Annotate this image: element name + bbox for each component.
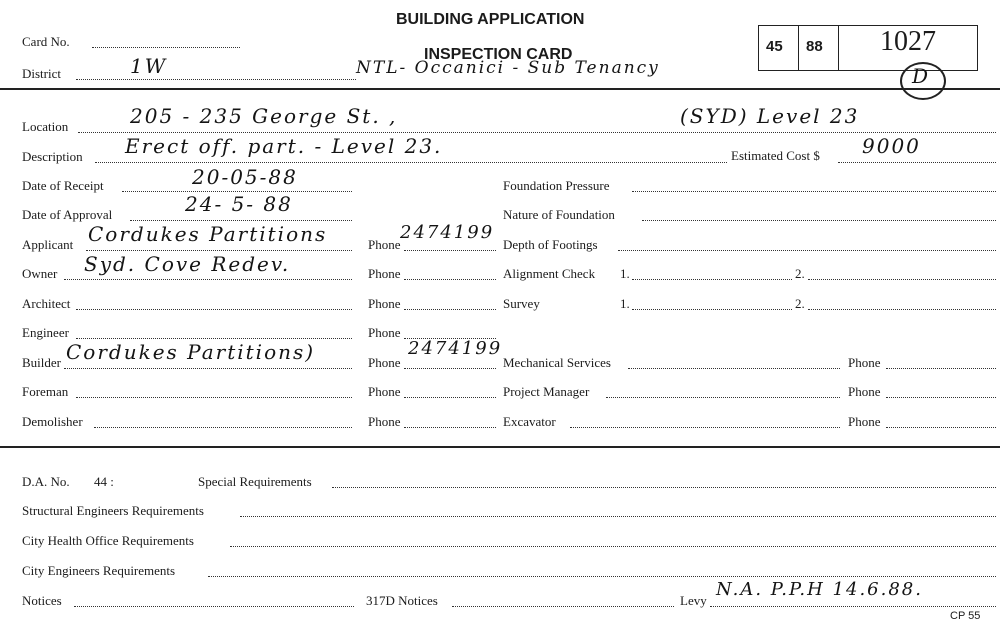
circle-mark-letter: D <box>912 64 931 88</box>
card-no-label: Card No. <box>22 34 70 49</box>
engineer-line <box>76 338 352 339</box>
date-receipt-label: Date of Receipt <box>22 178 104 193</box>
nature-foundation-line <box>642 220 996 221</box>
special-requirements-line <box>332 487 996 488</box>
levy-line <box>710 606 996 607</box>
architect-phone-line <box>404 309 496 310</box>
location-extra: (SYD) Level 23 <box>680 104 860 128</box>
estimated-cost-line <box>838 162 996 163</box>
owner-value: Syd. Cove Redev. <box>84 252 291 276</box>
box-divider-2 <box>838 25 839 71</box>
engineer-phone-label: Phone <box>368 325 401 340</box>
location-line <box>78 132 996 133</box>
notices-317d-line <box>452 606 674 607</box>
applicant-label: Applicant <box>22 237 74 252</box>
box-value-a: 45 <box>766 38 783 55</box>
notices-label: Notices <box>22 593 62 608</box>
builder-line <box>64 368 352 369</box>
architect-phone-label: Phone <box>368 296 401 311</box>
applicant-phone-line <box>404 250 496 251</box>
header-divider <box>0 88 1000 90</box>
da-no-label: D.A. No. <box>22 474 70 489</box>
box-divider-1 <box>798 25 799 71</box>
excavator-phone-line <box>886 427 996 428</box>
title-building-application: BUILDING APPLICATION <box>396 11 585 28</box>
district-note: NTL- Occanici - Sub Tenancy <box>356 58 660 78</box>
project-manager-phone-line <box>886 397 996 398</box>
levy-value: N.A. P.P.H 14.6.88. <box>716 579 923 600</box>
date-approval-value: 24- 5- 88 <box>185 192 293 216</box>
survey-line-1 <box>632 309 792 310</box>
section-divider <box>0 446 1000 448</box>
demolisher-line <box>94 427 352 428</box>
depth-footings-line <box>618 250 996 251</box>
estimated-cost-label: Estimated Cost $ <box>731 148 820 163</box>
foundation-pressure-label: Foundation Pressure <box>503 178 610 193</box>
owner-phone-line <box>404 279 496 280</box>
date-approval-line <box>130 220 352 221</box>
alignment-check-n1: 1. <box>620 266 630 281</box>
foreman-label: Foreman <box>22 384 69 399</box>
location-value: 205 - 235 George St. , <box>130 104 398 128</box>
builder-value: Cordukes Partitions) <box>66 340 316 364</box>
card-number: 1027 <box>880 26 936 57</box>
architect-line <box>76 309 352 310</box>
alignment-check-n2: 2. <box>795 266 805 281</box>
city-engineers-requirements-line <box>208 576 996 577</box>
estimated-cost-value: 9000 <box>862 134 921 158</box>
excavator-phone-label: Phone <box>848 414 881 429</box>
alignment-check-line-1 <box>632 279 792 280</box>
card-number-box <box>758 25 978 71</box>
owner-phone-label: Phone <box>368 266 401 281</box>
mechanical-phone-line <box>886 368 996 369</box>
depth-footings-label: Depth of Footings <box>503 237 598 252</box>
date-approval-label: Date of Approval <box>22 207 113 222</box>
applicant-line <box>86 250 352 251</box>
project-manager-line <box>606 397 840 398</box>
structural-requirements-line <box>240 516 996 517</box>
architect-label: Architect <box>22 296 71 311</box>
notices-317d-label: 317D Notices <box>366 593 438 608</box>
demolisher-phone-line <box>404 427 496 428</box>
date-receipt-value: 20-05-88 <box>192 165 298 189</box>
description-value: Erect off. part. - Level 23. <box>125 134 443 158</box>
engineer-label: Engineer <box>22 325 69 340</box>
district-value: 1W <box>130 54 168 78</box>
district-line <box>76 79 356 80</box>
excavator-label: Excavator <box>503 414 556 429</box>
survey-label: Survey <box>503 296 540 311</box>
project-manager-label: Project Manager <box>503 384 590 399</box>
demolisher-phone-label: Phone <box>368 414 401 429</box>
da-no-value: 44 : <box>94 474 114 489</box>
title-inspection-card: INSPECTION CARD <box>424 46 573 63</box>
applicant-phone-label: Phone <box>368 237 401 252</box>
survey-line-2 <box>808 309 996 310</box>
special-requirements-label: Special Requirements <box>198 474 312 489</box>
mechanical-services-line <box>628 368 840 369</box>
foreman-phone-line <box>404 397 496 398</box>
builder-label: Builder <box>22 355 61 370</box>
alignment-check-line-2 <box>808 279 996 280</box>
mechanical-phone-label: Phone <box>848 355 881 370</box>
city-engineers-requirements-label: City Engineers Requirements <box>22 563 176 578</box>
nature-foundation-label: Nature of Foundation <box>503 207 615 222</box>
mechanical-services-label: Mechanical Services <box>503 355 611 370</box>
description-label: Description <box>22 149 83 164</box>
applicant-phone: 2474199 <box>400 222 495 243</box>
notices-line <box>74 606 354 607</box>
owner-label: Owner <box>22 266 58 281</box>
builder-phone-line <box>404 368 496 369</box>
owner-line <box>64 279 352 280</box>
builder-phone-label: Phone <box>368 355 401 370</box>
health-requirements-label: City Health Office Requirements <box>22 533 194 548</box>
card-no-line <box>92 47 240 48</box>
survey-n2: 2. <box>795 296 805 311</box>
applicant-value: Cordukes Partitions <box>88 222 328 246</box>
excavator-line <box>570 427 840 428</box>
levy-label: Levy <box>680 593 707 608</box>
district-label: District <box>22 66 61 81</box>
location-label: Location <box>22 119 69 134</box>
structural-requirements-label: Structural Engineers Requirements <box>22 503 204 518</box>
builder-phone: 2474199 <box>408 338 503 359</box>
demolisher-label: Demolisher <box>22 414 83 429</box>
project-manager-phone-label: Phone <box>848 384 881 399</box>
foreman-phone-label: Phone <box>368 384 401 399</box>
description-line <box>95 162 727 163</box>
survey-n1: 1. <box>620 296 630 311</box>
alignment-check-label: Alignment Check <box>503 266 596 281</box>
foreman-line <box>76 397 352 398</box>
box-value-b: 88 <box>806 38 823 55</box>
health-requirements-line <box>230 546 996 547</box>
foundation-pressure-line <box>632 191 996 192</box>
footer-code: CP 55 <box>950 610 981 622</box>
